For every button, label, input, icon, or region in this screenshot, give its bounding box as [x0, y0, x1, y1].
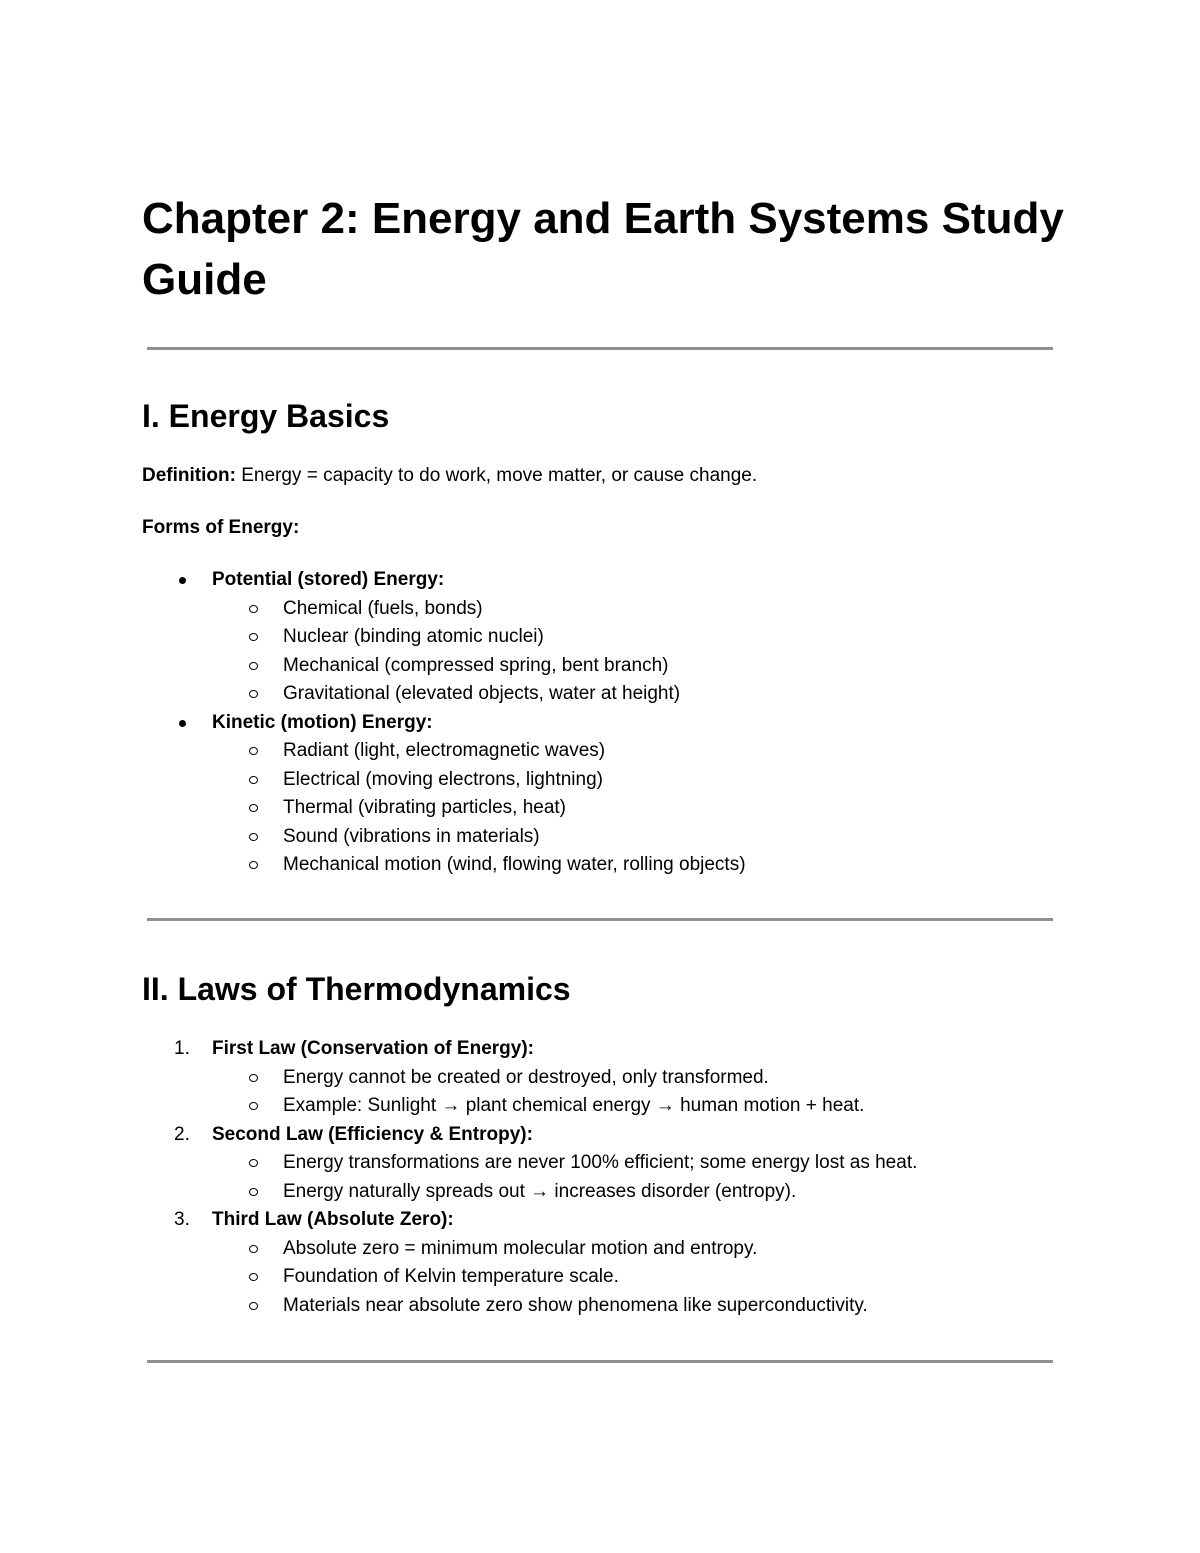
- list-item-label: Second Law (Efficiency & Entropy):: [212, 1123, 533, 1145]
- list-item-label: Potential (stored) Energy:: [212, 569, 445, 590]
- circle-bullet-icon: [249, 1159, 258, 1167]
- sub-list-item: [142, 766, 746, 795]
- definition-text: Energy = capacity to do work, move matter, or cause change.: [241, 465, 758, 486]
- sub-list: [142, 1235, 917, 1321]
- thermodynamics-laws-list: [142, 1035, 917, 1320]
- list-item-head: [142, 1121, 917, 1150]
- list-item-head: [142, 709, 746, 738]
- sub-item-text: Energy transformations are never 100% efficient; some energy lost as heat.: [283, 1152, 918, 1173]
- sub-item-text: Materials near absolute zero show phenomena like superconductivity.: [283, 1294, 868, 1316]
- sub-item-text: Electrical (moving electrons, lightning): [283, 768, 603, 790]
- sub-item-text: Absolute zero = minimum molecular motion and entropy.: [283, 1237, 758, 1259]
- divider-middle: [147, 918, 1053, 921]
- circle-bullet-icon: [249, 833, 258, 841]
- circle-bullet-icon: [249, 1102, 258, 1110]
- sub-item-text: Example: Sunlight → plant chemical energy → human motion + heat.: [283, 1095, 865, 1116]
- list-number: 1.: [174, 1038, 190, 1059]
- circle-bullet-icon: [249, 804, 258, 812]
- sub-item-text: Sound (vibrations in materials): [283, 825, 540, 847]
- sub-list-item: [142, 1064, 917, 1093]
- list-item-first-law: [142, 1035, 917, 1121]
- sub-item-text: Mechanical (compressed spring, bent branch): [283, 654, 669, 676]
- list-item-potential-energy: [142, 566, 746, 709]
- sub-item-text: Mechanical motion (wind, flowing water, rolling objects): [283, 854, 746, 875]
- sub-item-text: Radiant (light, electromagnetic waves): [283, 740, 606, 761]
- section-heading-energy-basics: I. Energy Basics: [142, 398, 390, 434]
- forms-label-text: Forms of Energy:: [142, 517, 300, 538]
- list-item-kinetic-energy: [142, 709, 746, 880]
- sub-list-item: [142, 1235, 917, 1264]
- bullet-icon: [179, 577, 186, 584]
- sub-list-item: [142, 1149, 917, 1178]
- circle-bullet-icon: [249, 861, 258, 869]
- list-number: 3.: [174, 1209, 190, 1230]
- circle-bullet-icon: [249, 690, 258, 698]
- list-item-third-law: [142, 1206, 917, 1320]
- sub-list: [142, 1149, 917, 1206]
- sub-list-item: [142, 1263, 917, 1292]
- sub-list-item: [142, 595, 746, 624]
- circle-bullet-icon: [249, 1074, 258, 1082]
- divider-bottom: [147, 1360, 1053, 1363]
- sub-list-item: [142, 1292, 917, 1321]
- sub-list-item: [142, 823, 746, 852]
- sub-list: [142, 595, 746, 709]
- list-item-head: [142, 1206, 917, 1235]
- sub-item-text: Thermal (vibrating particles, heat): [283, 797, 566, 818]
- sub-item-text: Energy naturally spreads out → increases disorder (entropy).: [283, 1180, 797, 1202]
- sub-list-item: [142, 680, 746, 709]
- sub-item-text: Gravitational (elevated objects, water at height): [283, 683, 681, 704]
- circle-bullet-icon: [249, 776, 258, 784]
- divider-top: [147, 347, 1053, 350]
- energy-forms-list: [142, 566, 746, 880]
- sub-list-item: [142, 652, 746, 681]
- circle-bullet-icon: [249, 747, 258, 755]
- sub-list-item: [142, 623, 746, 652]
- sub-list-item: [142, 851, 746, 880]
- section-heading-thermodynamics: II. Laws of Thermodynamics: [142, 971, 571, 1007]
- sub-list: [142, 737, 746, 880]
- list-item-label: Kinetic (motion) Energy:: [212, 711, 433, 733]
- definition-label: Definition:: [142, 465, 236, 486]
- list-item-second-law: [142, 1121, 917, 1207]
- sub-list-item: [142, 737, 746, 766]
- sub-list-item: [142, 1178, 917, 1207]
- page-title: Chapter 2: Energy and Earth Systems Study Guide: [142, 194, 1064, 304]
- list-item-label: First Law (Conservation of Energy):: [212, 1038, 534, 1059]
- bullet-icon: [179, 720, 186, 727]
- circle-bullet-icon: [249, 605, 258, 613]
- sub-item-text: Energy cannot be created or destroyed, only transformed.: [283, 1066, 769, 1088]
- sub-list: [142, 1064, 917, 1121]
- sub-item-text: Foundation of Kelvin temperature scale.: [283, 1266, 619, 1287]
- sub-list-item: [142, 794, 746, 823]
- list-item-head: [142, 1035, 917, 1064]
- circle-bullet-icon: [249, 662, 258, 670]
- sub-list-item: [142, 1092, 917, 1121]
- list-item-label: Third Law (Absolute Zero):: [212, 1209, 454, 1230]
- list-item-head: [142, 566, 746, 595]
- list-number: 2.: [174, 1123, 190, 1145]
- circle-bullet-icon: [249, 1273, 258, 1281]
- circle-bullet-icon: [249, 1188, 258, 1196]
- sub-item-text: Chemical (fuels, bonds): [283, 597, 483, 619]
- circle-bullet-icon: [249, 1245, 258, 1253]
- forms-of-energy-label: [142, 514, 299, 542]
- sub-item-text: Nuclear (binding atomic nuclei): [283, 626, 544, 647]
- circle-bullet-icon: [249, 1302, 258, 1310]
- circle-bullet-icon: [249, 633, 258, 641]
- definition-paragraph: [142, 462, 757, 490]
